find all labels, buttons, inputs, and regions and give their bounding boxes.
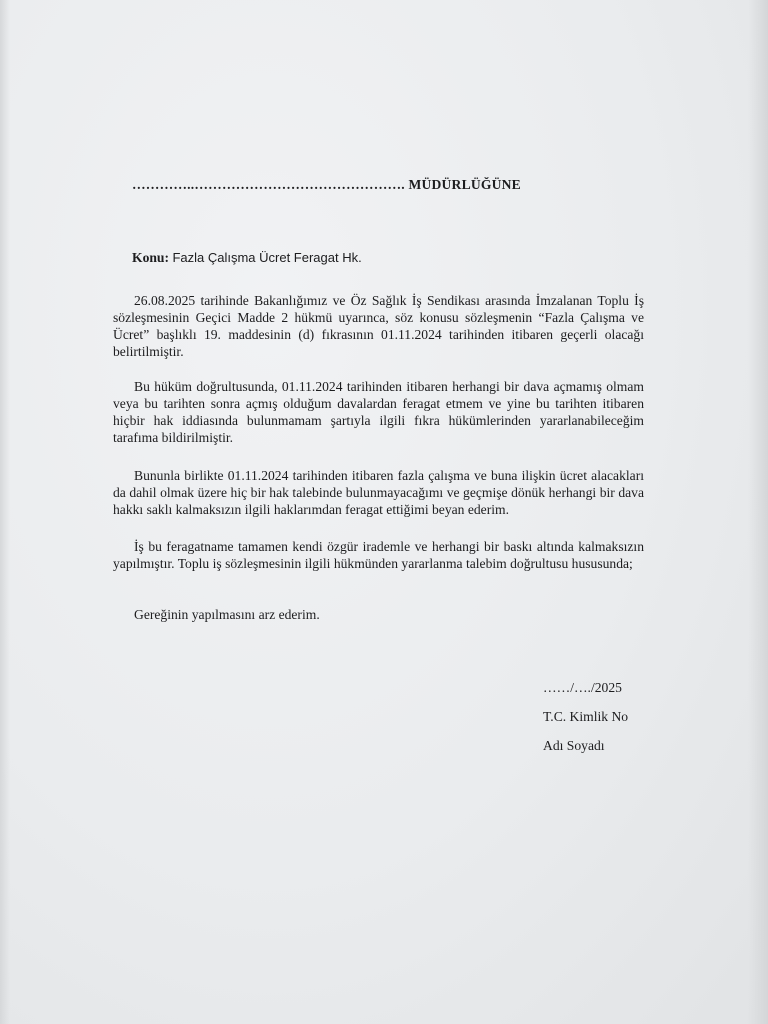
signature-name-label: Adı Soyadı — [543, 738, 605, 753]
paragraph-closing: Gereğinin yapılmasını arz ederim. — [134, 607, 320, 622]
subject-text: Fazla Çalışma Ücret Feragat Hk. — [172, 250, 362, 265]
paragraph-free-will: İş bu feragatname tamamen kendi özgür irademle ve herhangi bir baskı altında kalmaksızın yapılmıştır. Toplu iş sözleşmesinin ilgili hükmünden yararlanma talebim doğrultusu hususunda; — [113, 539, 644, 571]
subject-label: Konu: — [132, 250, 170, 265]
subject-line — [132, 249, 362, 266]
signature-id-label: T.C. Kimlik No — [543, 709, 629, 724]
paragraph-agreement: 26.08.2025 tarihinde Bakanlığımız ve Öz Sağlık İş Sendikası arasında İmzalanan Toplu İş sözleşmesinin Geçici Madde 2 hükmü uyarınca, söz konusu sözleşmenin “Fazla Çalışma ve Ücret” başlıklı 19. maddesinin (d) fıkrasının 01.11.2024 tarihinden itibaren geçerli olacağı belirtilmiştir. — [113, 293, 644, 359]
signature-date: ……/…./2025 — [543, 680, 622, 695]
addressee-heading: …………..………………………………………. MÜDÜRLÜĞÜNE — [132, 177, 521, 192]
paragraph-conditions: Bu hüküm doğrultusunda, 01.11.2024 tarihinden itibaren herhangi bir dava açmamış olmam veya bu tarihten sonra açmış olduğum davalardan feragat etmem ve yine bu tarihten itibaren hiçbir hak iddiasında bulunmamam şartıyla ilgili fıkra hükümlerinden yararlanabileceğim tarafıma bildirilmiştir. — [113, 379, 644, 445]
paragraph-waiver-declaration: Bununla birlikte 01.11.2024 tarihinden itibaren fazla çalışma ve buna ilişkin ücret alacakları da dahil olmak üzere hiç bir hak talebinde bulunmayacağımı ve geçmişe dönük herhangi bir dava hakkı saklı kalmaksızın ilgili haklarımdan feragat ettiğimi beyan ederim. — [113, 468, 644, 517]
